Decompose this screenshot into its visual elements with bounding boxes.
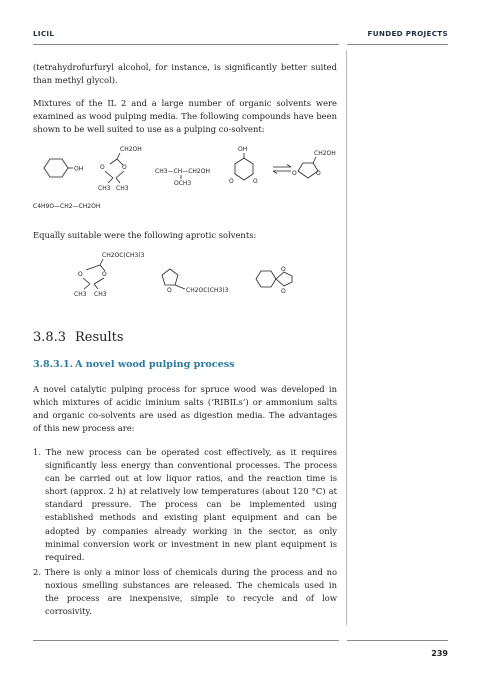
structure-cyclohexanol	[38, 155, 88, 185]
paragraph-intro: (tetrahydrofurfuryl alcohol, for instance, is significantly better suited than methyl glycol).	[33, 62, 337, 86]
paragraph-aprotic: Equally suitable were the following aprotic solvents:	[33, 230, 257, 240]
subsection-title: A novel wood pulping process	[75, 359, 235, 370]
paragraph-mixtures: Mixtures of the IL 2 and a large number of organic solvents were examined as wood pulping media. The following compounds have been shown to be well suited to use as a pulping co-solvent:	[33, 98, 337, 135]
header-left: LICIL	[33, 29, 55, 38]
header-rule-right	[347, 44, 448, 45]
label-o: O	[167, 287, 172, 294]
section-title: Results	[75, 330, 124, 345]
label-ch2oh: CH2OH	[314, 150, 336, 157]
label-ch3: CH3	[98, 185, 111, 192]
label-o1: O	[78, 271, 83, 278]
header-rule-left	[33, 44, 339, 45]
label-o2: O	[102, 271, 107, 278]
footer-rule-right	[347, 640, 448, 641]
label-oh: OH	[74, 165, 84, 173]
label-o2: O	[253, 178, 258, 185]
list-item: 1. The new process can be operated cost effectively, as it requires significantly less energy than conventional processes. The process can be carried out at low liquor ratios, and the reaction time is short (approx. 2 h) at relatively low temperatures (about 120 °C) at standard pressure. The process can be implemented using established methods and existing plant equipment and can be adopted by companies already working in the sector, as only minimal conversion work or investment in new plant equipment is required.	[33, 447, 337, 562]
page-number: 239	[431, 649, 448, 658]
label-chain: CH3—CH—CH2OH	[155, 168, 210, 175]
label-o2: O	[316, 170, 321, 177]
label-och3: OCH3	[174, 180, 192, 187]
structure-dioxanol	[226, 143, 266, 187]
label-ch2oh: CH2OH	[120, 146, 142, 153]
label-o1: O	[281, 266, 286, 273]
structure-solketal	[96, 143, 156, 193]
label-ch3: CH3	[116, 185, 129, 192]
label-substituent: CH2OC(CH3)3	[102, 252, 145, 259]
label-o2: O	[122, 164, 127, 171]
label-substituent: CH2OC(CH3)3	[186, 287, 229, 294]
header-right: FUNDED PROJECTS	[367, 29, 448, 38]
label-o1: O	[100, 164, 105, 171]
list-item: 2. There is only a minor loss of chemicals during the process and no noxious smelling substances are released. The chemicals used in the process are inexpensive, simple to recycle and of low corrosivity.	[33, 567, 337, 617]
structure-spiro-dioxolane	[252, 264, 302, 296]
label-ch3: CH3	[94, 291, 107, 298]
label-ch3: CH3	[74, 291, 87, 298]
structure-solketal-tbutyl-ether	[72, 249, 152, 299]
label-o1: O	[292, 170, 297, 177]
label-o1: O	[229, 178, 234, 185]
subsection-number: 3.8.3.1.	[33, 359, 74, 370]
subsection-heading	[33, 359, 235, 370]
structure-methoxypropanol	[155, 166, 225, 190]
section-heading	[33, 330, 124, 345]
paragraph-process: A novel catalytic pulping process for spruce wood was developed in which mixtures of acidic iminium salts (‘RIBILs’) or ammonium salts and organic co-solvents are used as digestion media. The advantages of this new process are:	[33, 384, 337, 434]
equilibrium-arrows	[272, 164, 294, 174]
footer-rule-left	[33, 640, 339, 641]
label-o2: O	[281, 288, 286, 295]
structure-butoxyethanol	[33, 200, 123, 212]
label-formula: C4H9O—CH2—CH2OH	[33, 203, 101, 210]
section-number: 3.8.3	[33, 330, 67, 345]
label-oh: OH	[238, 146, 248, 153]
column-divider	[346, 50, 347, 625]
structure-dioxolane-methanol	[292, 145, 342, 185]
